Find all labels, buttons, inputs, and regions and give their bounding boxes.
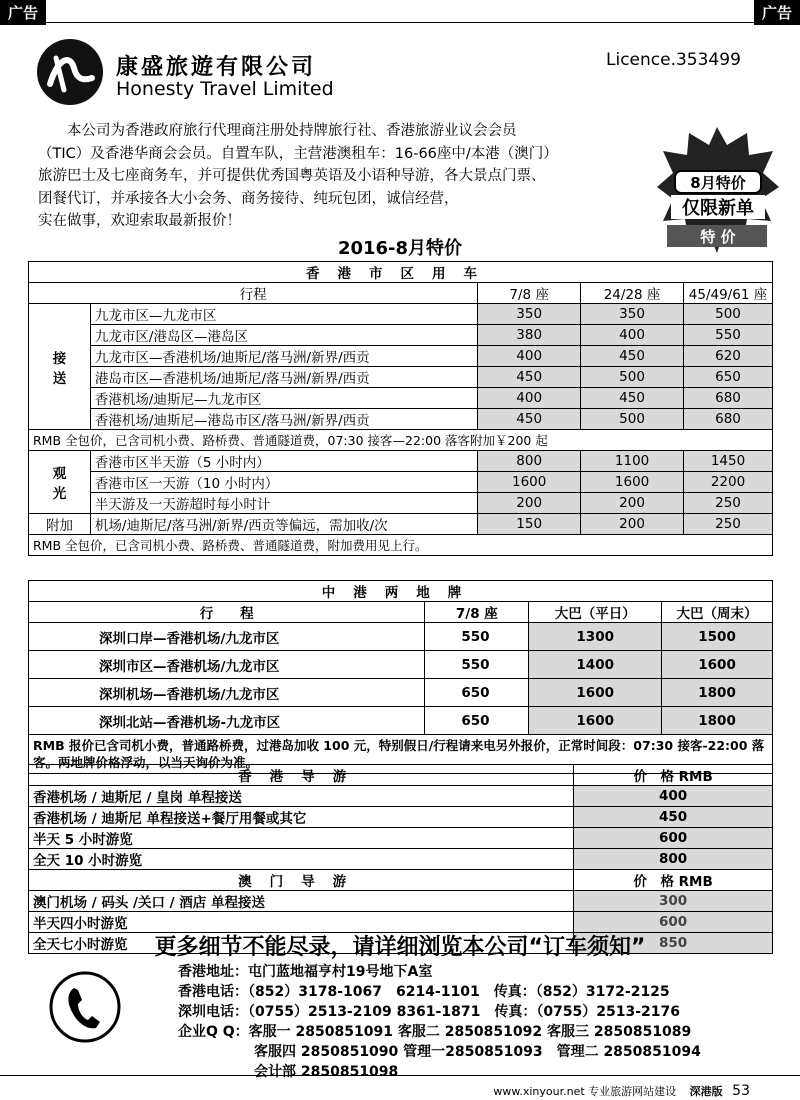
header-bus-weekday: 大巴（平日） — [529, 602, 662, 623]
route-cell: 九龙市区/港岛区—港岛区 — [90, 325, 477, 346]
price-cell: 2200 — [684, 472, 773, 493]
route-cell: 九龙市区—香港机场/迪斯尼/落马洲/新界/西贡 — [90, 346, 477, 367]
footer-site: www.xinyour.net 专业旅游网站建设 — [493, 1085, 677, 1098]
footer-edition: 深港版 — [689, 1085, 723, 1098]
guide-table — [28, 764, 773, 954]
contact-qq-1: 企业Q Q：客服一 2850851091 客服二 2850851092 客服三 2850851089 — [178, 1024, 692, 1040]
guide-price: 400 — [574, 786, 773, 807]
price-cell: 620 — [684, 346, 773, 367]
guide-price: 800 — [574, 849, 773, 870]
route-cell: 香港市区一天游（10 小时内） — [90, 472, 477, 493]
price-cell: 650 — [684, 367, 773, 388]
intro-line: 实在做事，欢迎索取最新报价！ — [38, 213, 241, 229]
route-cell: 九龙市区—九龙市区 — [90, 304, 477, 325]
intro-paragraph — [38, 120, 658, 233]
route-cell: 深圳北站—香港机场-九龙市区 — [29, 707, 425, 735]
phone-icon — [48, 970, 122, 1044]
badge-line2: 仅限新单 — [682, 198, 754, 219]
price-cell: 450 — [581, 346, 684, 367]
price-cell: 1800 — [662, 707, 773, 735]
company-logo-icon — [36, 38, 104, 106]
price-cell: 500 — [581, 409, 684, 430]
price-cell: 800 — [478, 451, 581, 472]
guide-item: 澳门机场 / 码头 /关口 / 酒店 单程接送 — [29, 891, 574, 912]
page-title: 2016-8月特价 — [337, 238, 463, 259]
price-cell: 200 — [581, 493, 684, 514]
route-cell: 香港机场/迪斯尼—港岛市区/落马洲/新界/西贡 — [90, 409, 477, 430]
guide-price: 300 — [574, 891, 773, 912]
ad-label-left: 广告 — [0, 0, 46, 25]
header-route: 行程 — [29, 283, 478, 304]
guide-price: 600 — [574, 912, 773, 933]
route-cell: 深圳市区—香港机场/九龙市区 — [29, 651, 425, 679]
price-cell: 350 — [581, 304, 684, 325]
guide-item: 半天 5 小时游览 — [29, 828, 574, 849]
contact-address: 香港地址：屯门蓝地福亨村19号地下A室 — [178, 964, 433, 980]
header-24-28-seats: 24/28 座 — [581, 283, 684, 304]
route-cell: 机场/迪斯尼/落马洲/新界/西贡等偏远，需加收/次 — [90, 514, 477, 535]
company-name-en: Honesty Travel Limited — [116, 78, 334, 100]
hk-car-note: RMB 全包价，已含司机小费、路桥费、普通隧道费，07:30 接客—22:00 落客附加￥200 起 — [29, 430, 773, 451]
slogan: 更多细节不能尽录，请详细浏览本公司“订车须知” — [154, 935, 646, 960]
header-route: 行 程 — [29, 602, 425, 623]
badge-line3: 特 价 — [700, 228, 736, 246]
price-cell: 250 — [684, 514, 773, 535]
route-cell: 香港机场/迪斯尼—九龙市区 — [90, 388, 477, 409]
guide-price: 850 — [574, 933, 773, 954]
hk-car-note-2: RMB 全包价，已含司机小费、路桥费、普通隧道费，附加费用见上行。 — [29, 535, 773, 556]
guide-price: 600 — [574, 828, 773, 849]
price-cell: 450 — [581, 388, 684, 409]
mo-guide-section-title: 澳门导游 — [29, 870, 574, 891]
route-cell: 半天游及一天游超时每小时计 — [90, 493, 477, 514]
price-cell: 1800 — [662, 679, 773, 707]
cross-border-table — [28, 580, 773, 774]
contact-block — [178, 962, 701, 1082]
guide-item: 半天四小时游览 — [29, 912, 574, 933]
price-cell: 380 — [478, 325, 581, 346]
price-cell: 400 — [478, 388, 581, 409]
price-cell: 150 — [478, 514, 581, 535]
contact-qq-2: 客服四 2850851090 管理一2850851093 管理二 2850851094 — [254, 1044, 701, 1060]
cross-section-title: 中港两地牌 — [29, 581, 773, 602]
price-cell: 1600 — [662, 651, 773, 679]
header-45-61-seats: 45/49/61 座 — [684, 283, 773, 304]
price-cell: 650 — [425, 679, 529, 707]
company-name-cn: 康盛旅遊有限公司 — [116, 55, 317, 80]
transfer-label: 接 送 — [29, 304, 91, 430]
hk-car-table — [28, 261, 773, 556]
sightseeing-label: 观 光 — [29, 451, 91, 514]
licence-number: Licence.353499 — [606, 50, 741, 70]
route-cell: 深圳口岸—香港机场/九龙市区 — [29, 623, 425, 651]
price-cell: 200 — [581, 514, 684, 535]
price-cell: 650 — [425, 707, 529, 735]
price-cell: 680 — [684, 388, 773, 409]
price-cell: 550 — [425, 651, 529, 679]
bottom-rule — [0, 1075, 800, 1076]
price-cell: 350 — [478, 304, 581, 325]
top-rule — [0, 22, 800, 23]
price-cell: 400 — [581, 325, 684, 346]
route-cell: 深圳机场—香港机场/九龙市区 — [29, 679, 425, 707]
extra-label: 附加 — [29, 514, 91, 535]
intro-line: 旅游巴士及七座商务车，并可提供优秀国粤英语及小语种导游，各大景点门票、 — [38, 168, 546, 184]
header-7-8-seats: 7/8 座 — [425, 602, 529, 623]
price-cell: 500 — [684, 304, 773, 325]
price-cell: 550 — [684, 325, 773, 346]
header-7-8-seats: 7/8 座 — [478, 283, 581, 304]
cross-note: RMB 报价已含司机小费，普通路桥费，过港岛加收 100 元，特别假日/行程请来电另外报价，正常时间段：07:30 接客-22:00 落客。两地牌价格浮动，以当天询价为准。 — [29, 735, 773, 774]
price-cell: 1600 — [529, 679, 662, 707]
header-bus-weekend: 大巴（周末） — [662, 602, 773, 623]
mo-guide-price-header: 价 格 RMB — [574, 870, 773, 891]
price-cell: 1300 — [529, 623, 662, 651]
contact-qq-3: 会计部 2850851098 — [254, 1064, 399, 1080]
badge-line1: 8月特价 — [690, 174, 746, 192]
price-cell: 1100 — [581, 451, 684, 472]
ad-label-right: 广告 — [754, 0, 800, 25]
price-cell: 500 — [581, 367, 684, 388]
guide-item: 香港机场 / 迪斯尼 / 皇岗 单程接送 — [29, 786, 574, 807]
intro-line: 本公司为香港政府旅行代理商注册处持牌旅行社、香港旅游业议会会员 — [67, 123, 517, 139]
price-cell: 1600 — [478, 472, 581, 493]
route-cell: 港岛市区—香港机场/迪斯尼/落马洲/新界/西贡 — [90, 367, 477, 388]
price-cell: 450 — [478, 409, 581, 430]
page-number: 53 — [732, 1083, 750, 1099]
price-cell: 1600 — [581, 472, 684, 493]
contact-sz-phone: 深圳电话：（0755）2513-2109 8361-1871 传真：（0755）2513-2176 — [178, 1004, 681, 1020]
route-cell: 香港市区半天游（5 小时内） — [90, 451, 477, 472]
hk-car-section-title: 香港市区用车 — [29, 262, 773, 283]
price-cell: 550 — [425, 623, 529, 651]
price-cell: 200 — [478, 493, 581, 514]
price-cell: 450 — [478, 367, 581, 388]
price-cell: 680 — [684, 409, 773, 430]
guide-item: 香港机场 / 迪斯尼 单程接送+餐厅用餐或其它 — [29, 807, 574, 828]
intro-line: 团餐代订，并承接各大小会务、商务接待、纯玩包团，诚信经营， — [38, 190, 459, 207]
guide-item: 全天七小时游览 — [29, 933, 574, 954]
hk-guide-section-title: 香港导游 — [29, 765, 574, 786]
price-cell: 1600 — [529, 707, 662, 735]
price-cell: 250 — [684, 493, 773, 514]
footer — [493, 1083, 750, 1099]
intro-line: （TIC）及香港华商会会员。自置车队，主营港澳租车：16-66座中/本港（澳门） — [38, 145, 558, 162]
guide-item: 全天 10 小时游览 — [29, 849, 574, 870]
guide-price: 450 — [574, 807, 773, 828]
hk-guide-price-header: 价 格 RMB — [574, 765, 773, 786]
price-cell: 1450 — [684, 451, 773, 472]
contact-hk-phone: 香港电话：（852）3178-1067 6214-1101 传真：（852）3172-2125 — [178, 984, 670, 1000]
price-cell: 400 — [478, 346, 581, 367]
price-cell: 1500 — [662, 623, 773, 651]
price-cell: 1400 — [529, 651, 662, 679]
